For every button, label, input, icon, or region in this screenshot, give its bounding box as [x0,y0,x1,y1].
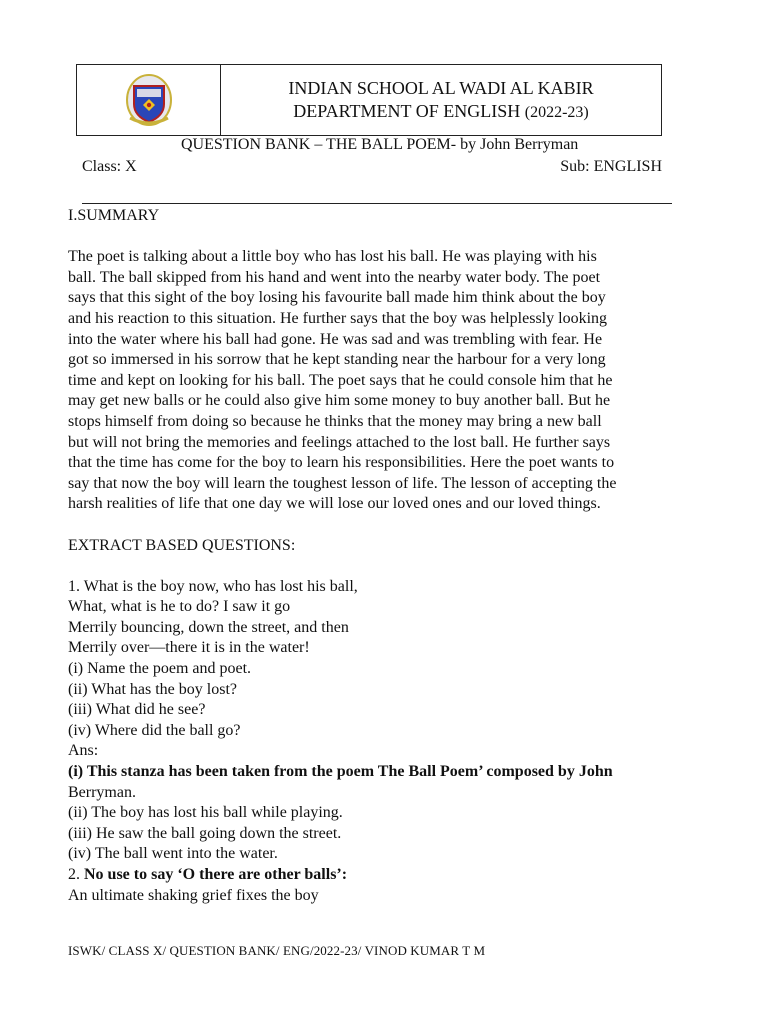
question-number: 2. [68,866,84,883]
academic-year: (2022-23) [524,103,589,121]
summary-paragraph [68,247,678,515]
question-line: (iv) Where did the ball go? [68,721,241,739]
department-name: DEPARTMENT OF ENGLISH [293,100,521,121]
school-name: INDIAN SCHOOL AL WADI AL KABIR [288,77,594,98]
question-line: (ii) What has the boy lost? [68,680,237,698]
question-line: (iii) What did he see? [68,701,206,719]
summary-line: that the time has come for the boy to learn his responsibilities. Here the poet wants to [68,454,615,472]
header-divider [82,203,672,204]
question-2-quote: No use to say ‘O there are other balls’: [84,866,348,883]
summary-heading: I.SUMMARY [68,207,160,224]
summary-line: but will not bring the memories and feelings attached to the lost ball. He further says [68,433,611,451]
question-2 [68,865,678,906]
page-footer: ISWK/ CLASS X/ QUESTION BANK/ ENG/2022-23/ VINOD KUMAR T M [68,943,486,958]
extract-heading: EXTRACT BASED QUESTIONS: [68,536,296,554]
summary-line: and his reaction to this situation. He further says that the boy was helplessly looking [68,309,608,327]
answer-line: (iv) The ball went into the water. [68,845,278,863]
class-label: Class: X [82,158,137,175]
logo-cell [77,65,221,135]
summary-line: harsh realities of life that one day we will lose our loved ones and our loved things. [68,495,601,513]
question-line: Merrily over—there it is in the water! [68,639,310,657]
answer-line: Berryman. [68,783,136,801]
answer-line-bold: (i) This stanza has been taken from the poem The Ball Poem’ composed by John [68,763,613,781]
spacer [68,515,678,536]
header-table [76,64,662,136]
question-line: What, what is he to do? I saw it go [68,598,291,616]
question-line: 1. What is the boy now, who has lost his ball, [68,577,358,595]
question-line: (i) Name the poem and poet. [68,660,252,678]
spacer [68,227,678,248]
spacer [68,556,678,577]
document-body [68,206,678,906]
question-2-line [68,865,678,886]
summary-line: The poet is talking about a little boy who has lost his ball. He was playing with his [68,248,597,266]
summary-line: say that now the boy will learn the toughest lesson of life. The lesson of accepting the [68,474,617,492]
school-crest-icon [124,72,174,128]
answer-line: (ii) The boy has lost his ball while playing. [68,804,343,822]
summary-line: may get new balls or he could also give him some money to buy another ball. But he [68,392,611,410]
subject-label: Sub: ENGLISH [560,158,662,175]
answer-label: Ans: [68,742,99,760]
header-title-cell [221,65,661,135]
summary-line: got so immersed in his sorrow that he kept standing near the harbour for a very long [68,351,606,369]
answer-line: (iii) He saw the ball going down the street. [68,824,342,842]
summary-line: ball. The ball skipped from his hand and went into the nearby water body. The poet [68,268,601,286]
question-1 [68,577,678,865]
summary-line: says that this sight of the boy losing his favourite ball made him think about the boy [68,289,606,307]
summary-line: stops himself from doing so because he thinks that the money may bring a new ball [68,412,602,430]
summary-line: into the water where his ball had gone. He was sad and was trembling with fear. He [68,330,603,348]
question-line: Merrily bouncing, down the street, and then [68,618,349,636]
question-bank-title: QUESTION BANK – THE BALL POEM- by John Berryman [181,136,579,153]
question-line: An ultimate shaking grief fixes the boy [68,886,319,904]
summary-line: time and kept on looking for his ball. The poet says that he could console him that he [68,371,613,389]
department-line [293,100,588,124]
